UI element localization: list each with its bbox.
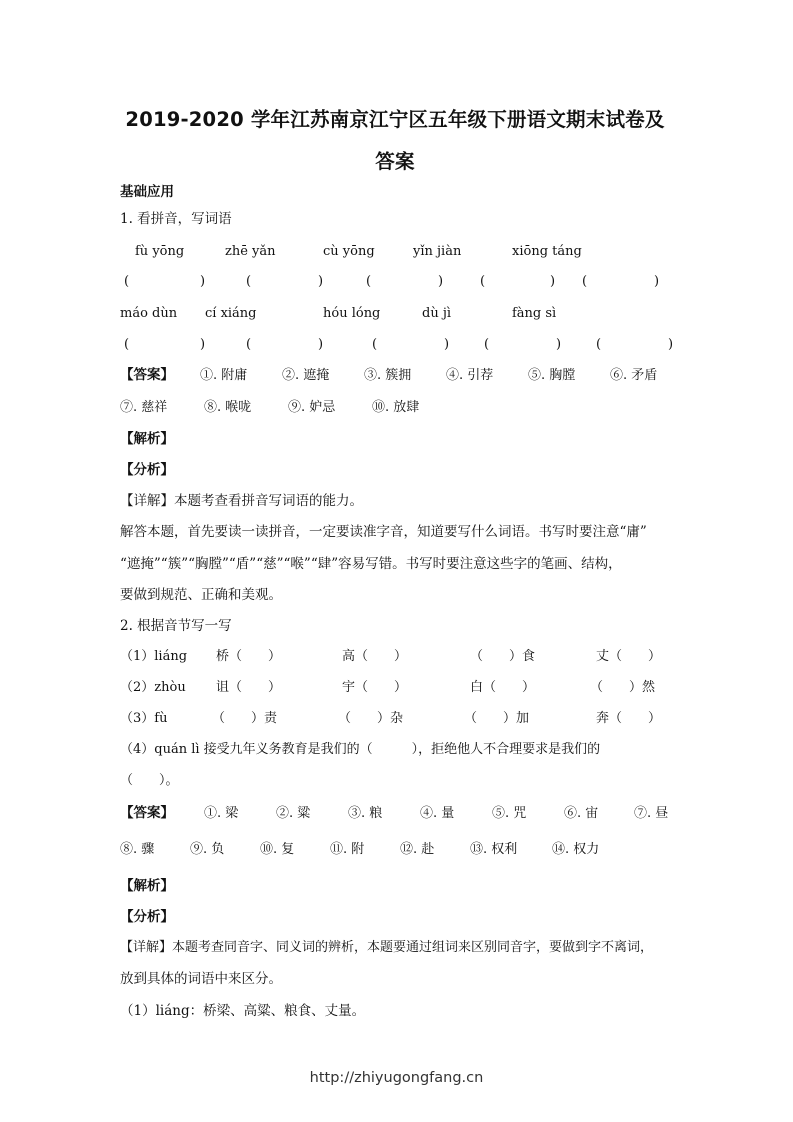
answer-item: ⑫. 赴 — [400, 842, 435, 857]
q1-blank-close: ) — [550, 274, 556, 289]
analysis-tag: 【解析】 — [120, 431, 174, 447]
answer-item: ②. 遮掩 — [282, 368, 330, 383]
analysis-tag: 【解析】 — [120, 878, 174, 894]
q1-blank-open: ( — [484, 337, 490, 352]
answer-item: ⑩. 放肆 — [372, 400, 420, 415]
explanation-text: 要做到规范、正确和美观。 — [120, 587, 282, 603]
q1-blank-close: ) — [444, 337, 450, 352]
q1-blank-open: ( — [246, 337, 252, 352]
q2-blank: 诅（ ） — [216, 680, 282, 695]
answer-item: ⑦. 昼 — [634, 806, 669, 821]
answer-item: ②. 粱 — [276, 806, 311, 821]
answer-item: ⑪. 附 — [330, 842, 365, 857]
q1-blank-close: ) — [556, 337, 562, 352]
q2-blank: （ ）然 — [590, 680, 656, 695]
answer-item: ①. 梁 — [204, 806, 239, 821]
q1-blank-close: ) — [438, 274, 444, 289]
q2-blank: 奔（ ） — [596, 711, 662, 726]
answer-item: ⑧. 喉咙 — [204, 400, 252, 415]
answer-item: ⑬. 权利 — [470, 842, 518, 857]
explanation-text: 放到具体的词语中来区分。 — [120, 971, 282, 987]
answer-item: ④. 量 — [420, 806, 455, 821]
analysis-tag: 【分析】 — [120, 909, 174, 925]
answer-item: ⑩. 复 — [260, 842, 295, 857]
answer-item: ⑤. 咒 — [492, 806, 527, 821]
answer-item: ⑨. 妒忌 — [288, 400, 336, 415]
q1-pinyin: fù yōng — [135, 244, 185, 259]
answer-item: ⑧. 骤 — [120, 842, 155, 857]
q1-pinyin: cí xiáng — [205, 306, 257, 321]
q1-blank-open: ( — [582, 274, 588, 289]
q2-blank: 高（ ） — [342, 649, 408, 664]
q1-blank-open: ( — [480, 274, 486, 289]
explanation-text: “遮掩”“簇”“胸膛”“盾”“慈”“喉”“肆”容易写错。书写时要注意这些字的笔画、结构， — [120, 556, 622, 572]
answer-item: ⑭. 权力 — [552, 842, 600, 857]
q1-blank-close: ) — [654, 274, 660, 289]
q2-blank: 宇（ ） — [342, 680, 408, 695]
q2-sentence: （4）quán lì 接受九年义务教育是我们的（ ），拒绝他人不合理要求是我们的 — [120, 742, 601, 757]
answer-item: ③. 簇拥 — [364, 368, 412, 383]
q1-blank-close: ) — [318, 274, 324, 289]
answer-item: ③. 粮 — [348, 806, 383, 821]
q2-blank: （ ）责 — [212, 711, 278, 726]
explanation-text: 解答本题，首先要读一读拼音，一定要读准字音，知道要写什么词语。书写时要注意“庸” — [120, 524, 647, 540]
q2-pinyin: （2）zhòu — [120, 680, 186, 695]
q2-heading: 2. 根据音节写一写 — [120, 618, 232, 634]
q2-blank: 丈（ ） — [596, 649, 662, 664]
answer-item: ⑥. 矛盾 — [610, 368, 658, 383]
answer-item: ⑥. 宙 — [564, 806, 599, 821]
q2-blank: （ ）杂 — [338, 711, 404, 726]
answer-item: ④. 引荐 — [446, 368, 494, 383]
q1-heading: 1. 看拼音，写词语 — [120, 211, 232, 227]
analysis-tag: 【分析】 — [120, 462, 174, 478]
q2-pinyin: （3）fù — [120, 711, 168, 726]
q1-blank-open: ( — [366, 274, 372, 289]
explanation-text: （1）liáng：桥梁、高粱、粮食、丈量。 — [120, 1003, 366, 1019]
q1-blank-close: ) — [318, 337, 324, 352]
q1-blank-open: ( — [124, 337, 130, 352]
q1-pinyin: cù yōng — [323, 244, 375, 259]
explanation-text: 【详解】本题考查看拼音写词语的能力。 — [120, 493, 363, 509]
q1-pinyin: máo dùn — [120, 306, 178, 321]
answer-tag: 【答案】 — [120, 367, 174, 383]
q1-pinyin: xiōng táng — [512, 244, 582, 259]
q1-blank-open: ( — [372, 337, 378, 352]
page-title: 2019-2020 学年江苏南京江宁区五年级下册语文期末试卷及 — [125, 108, 665, 131]
q2-blank: （ ）加 — [464, 711, 530, 726]
explanation-text: 【详解】本题考查同音字、同义词的辨析，本题要通过组词来区别同音字，要做到字不离词， — [120, 940, 654, 955]
answer-item: ①. 附庸 — [200, 368, 248, 383]
q1-blank-close: ) — [200, 274, 206, 289]
page-title-continued: 答案 — [375, 150, 415, 173]
q1-pinyin: fàng sì — [512, 306, 557, 321]
q1-blank-open: ( — [124, 274, 130, 289]
q1-blank-open: ( — [246, 274, 252, 289]
answer-tag: 【答案】 — [120, 805, 174, 821]
q2-blank: 桥（ ） — [216, 649, 282, 664]
answer-item: ⑨. 负 — [190, 842, 225, 857]
q2-blank: 白（ ） — [470, 680, 536, 695]
q1-blank-close: ) — [668, 337, 674, 352]
section-heading: 基础应用 — [120, 184, 174, 200]
q1-blank-open: ( — [596, 337, 602, 352]
q1-pinyin: hóu lóng — [323, 306, 381, 321]
q1-blank-close: ) — [200, 337, 206, 352]
q1-pinyin: zhē yǎn — [225, 244, 276, 259]
footer-url: http://zhiyugongfang.cn — [309, 1070, 484, 1086]
q2-sentence: （ ）。 — [120, 773, 179, 788]
q1-pinyin: dù jì — [422, 306, 452, 321]
answer-item: ⑦. 慈祥 — [120, 400, 168, 415]
q1-pinyin: yǐn jiàn — [413, 244, 462, 259]
q2-pinyin: （1）liáng — [120, 649, 188, 664]
answer-item: ⑤. 胸膛 — [528, 368, 576, 383]
q2-blank: （ ）食 — [470, 649, 536, 664]
